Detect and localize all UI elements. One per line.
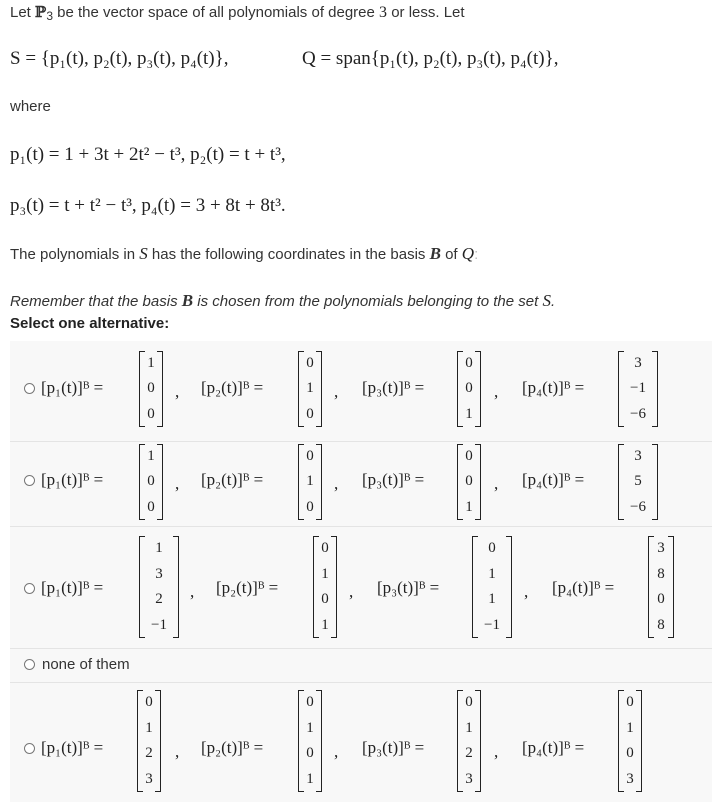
vector-entry: 0 — [145, 694, 153, 711]
comma: , — [494, 382, 499, 401]
polynomial-space-subscript: 3 — [46, 9, 53, 23]
vector-entry: −6 — [630, 498, 646, 515]
statement-set-q: Q — [461, 244, 475, 263]
vector-entry: 2 — [465, 745, 473, 762]
remember-note — [10, 291, 555, 311]
vector-entry: 1 — [321, 616, 329, 633]
vector-entry: 0 — [306, 448, 314, 465]
vector-entry: 0 — [626, 694, 634, 711]
vector-entry: 1 — [147, 448, 155, 465]
statement-text-3: of — [440, 246, 462, 263]
vector-entry: 0 — [147, 498, 155, 515]
option-divider — [10, 682, 712, 683]
vector-entry: 0 — [488, 540, 496, 557]
comma: , — [524, 582, 529, 601]
vector-entry: 8 — [657, 565, 665, 582]
option-divider — [10, 648, 712, 649]
comma: , — [334, 742, 339, 761]
vector-entry: 0 — [147, 473, 155, 490]
remember-basis-b: B — [181, 291, 194, 310]
p2-coordinate-label: [p₂(t)]ᴮ = — [201, 470, 264, 489]
comma: , — [334, 474, 339, 493]
comma: , — [494, 474, 499, 493]
vector-entry: 1 — [306, 473, 314, 490]
option-5-radio[interactable] — [24, 743, 35, 754]
p3-coordinate-label: [p₃(t)]ᴮ = — [377, 578, 440, 597]
p1-coordinate-vector — [137, 690, 161, 792]
vector-entry: 0 — [465, 694, 473, 711]
p3-coordinate-vector — [472, 536, 512, 638]
answer-options-panel — [10, 341, 712, 802]
polynomials-row-1: p₁(t) = 1 + 3t + 2t² − t³, p₂(t) = t + t³, — [10, 144, 286, 165]
p2-coordinate-vector — [298, 444, 322, 520]
p2-coordinate-vector — [298, 690, 322, 792]
vector-entry: 0 — [657, 591, 665, 608]
p4-coordinate-label: [p₄(t)]ᴮ = — [552, 578, 615, 597]
vector-entry: 0 — [321, 591, 329, 608]
vector-entry: 1 — [488, 565, 496, 582]
statement-text-1: The polynomials in — [10, 246, 140, 263]
vector-entry: 1 — [321, 565, 329, 582]
vector-entry: 0 — [626, 745, 634, 762]
comma: , — [175, 474, 180, 493]
p2-coordinate-label: [p₂(t)]ᴮ = — [216, 578, 279, 597]
vector-entry: 1 — [306, 380, 314, 397]
p4-coordinate-label: [p₄(t)]ᴮ = — [522, 470, 585, 489]
vector-entry: 0 — [306, 498, 314, 515]
vector-entry: −6 — [630, 405, 646, 422]
vector-entry: 3 — [465, 770, 473, 787]
p4-coordinate-vector — [618, 351, 658, 427]
p1-coordinate-label: [p₁(t)]ᴮ = — [41, 738, 104, 757]
remember-text-2: is chosen from the polynomials belonging to the set — [193, 293, 543, 310]
intro-line — [10, 3, 465, 23]
p4-coordinate-label: [p₄(t)]ᴮ = — [522, 378, 585, 397]
coordinates-statement — [10, 244, 478, 264]
p1-coordinate-label: [p₁(t)]ᴮ = — [41, 578, 104, 597]
p2-coordinate-vector — [298, 351, 322, 427]
vector-entry: 8 — [657, 616, 665, 633]
vector-entry: 1 — [488, 591, 496, 608]
comma: , — [190, 582, 195, 601]
vector-entry: 3 — [634, 448, 642, 465]
vector-entry: 3 — [626, 770, 634, 787]
statement-text-2: has the following coordinates in the basis — [147, 246, 430, 263]
vector-entry: 1 — [306, 719, 314, 736]
p4-coordinate-vector — [618, 690, 642, 792]
p3-coordinate-label: [p₃(t)]ᴮ = — [362, 470, 425, 489]
comma: , — [334, 382, 339, 401]
p1-coordinate-vector — [139, 444, 163, 520]
vector-entry: −1 — [630, 380, 646, 397]
p1-coordinate-vector — [139, 351, 163, 427]
set-s-definition: S = {p₁(t), p₂(t), p₃(t), p₄(t)}, — [10, 48, 229, 69]
set-q-definition: Q = span{p₁(t), p₂(t), p₃(t), p₄(t)}, — [302, 48, 559, 69]
vector-entry: 2 — [155, 591, 163, 608]
intro-text-1: Let — [10, 4, 36, 21]
polynomials-row-2: p₃(t) = t + t² − t³, p₄(t) = 3 + 8t + 8t³. — [10, 195, 286, 216]
vector-entry: 3 — [155, 565, 163, 582]
p4-coordinate-label: [p₄(t)]ᴮ = — [522, 738, 585, 757]
p1-coordinate-vector — [139, 536, 179, 638]
vector-entry: 0 — [147, 405, 155, 422]
vector-entry: 1 — [465, 719, 473, 736]
vector-entry: 3 — [657, 540, 665, 557]
p3-coordinate-vector — [457, 351, 481, 427]
none-of-them-label: none of them — [42, 656, 130, 673]
vector-entry: 1 — [465, 498, 473, 515]
p3-coordinate-vector — [457, 690, 481, 792]
vector-entry: 1 — [147, 355, 155, 372]
select-prompt: Select one alternative: — [10, 315, 170, 332]
p3-coordinate-label: [p₃(t)]ᴮ = — [362, 378, 425, 397]
p2-coordinate-label: [p₂(t)]ᴮ = — [201, 378, 264, 397]
vector-entry: 0 — [465, 380, 473, 397]
intro-text-3: or less. Let — [387, 4, 465, 21]
vector-entry: 2 — [145, 745, 153, 762]
comma: , — [175, 742, 180, 761]
vector-entry: 1 — [465, 405, 473, 422]
vector-entry: 0 — [306, 405, 314, 422]
vector-entry: 0 — [306, 694, 314, 711]
vector-entry: 0 — [465, 355, 473, 372]
p2-coordinate-label: [p₂(t)]ᴮ = — [201, 738, 264, 757]
option-1-radio[interactable] — [24, 383, 35, 394]
p3-coordinate-vector — [457, 444, 481, 520]
vector-entry: 0 — [306, 355, 314, 372]
vector-entry: 1 — [306, 770, 314, 787]
vector-entry: 3 — [145, 770, 153, 787]
option-4-radio[interactable] — [24, 659, 35, 670]
vector-entry: 0 — [306, 745, 314, 762]
option-3-radio[interactable] — [24, 583, 35, 594]
vector-entry: 1 — [155, 540, 163, 557]
vector-entry: 0 — [465, 448, 473, 465]
vector-entry: −1 — [151, 616, 167, 633]
option-divider — [10, 526, 712, 527]
polynomial-space-symbol: ℙ — [35, 3, 47, 21]
option-divider — [10, 441, 712, 442]
p4-coordinate-vector — [648, 536, 674, 638]
p1-coordinate-label: [p₁(t)]ᴮ = — [41, 470, 104, 489]
where-text: where — [10, 98, 51, 115]
p3-coordinate-label: [p₃(t)]ᴮ = — [362, 738, 425, 757]
vector-entry: 1 — [626, 719, 634, 736]
comma: , — [494, 742, 499, 761]
p2-coordinate-vector — [313, 536, 337, 638]
remember-set-s: S — [542, 291, 551, 310]
degree-value: 3 — [379, 4, 388, 21]
comma: , — [175, 382, 180, 401]
vector-entry: −1 — [484, 616, 500, 633]
statement-colon: : — [474, 246, 479, 263]
vector-entry: 5 — [634, 473, 642, 490]
remember-text-1: Remember that the basis — [10, 293, 182, 310]
vector-entry: 0 — [465, 473, 473, 490]
vector-entry: 0 — [321, 540, 329, 557]
p1-coordinate-label: [p₁(t)]ᴮ = — [41, 378, 104, 397]
vector-entry: 3 — [634, 355, 642, 372]
statement-set-s: S — [139, 244, 148, 263]
intro-text-2: be the vector space of all polynomials of degree — [53, 4, 380, 21]
option-2-radio[interactable] — [24, 475, 35, 486]
remember-text-3: . — [550, 293, 556, 310]
p4-coordinate-vector — [618, 444, 658, 520]
vector-entry: 1 — [145, 719, 153, 736]
statement-basis-b: B — [429, 244, 441, 263]
vector-entry: 0 — [147, 380, 155, 397]
comma: , — [349, 582, 354, 601]
